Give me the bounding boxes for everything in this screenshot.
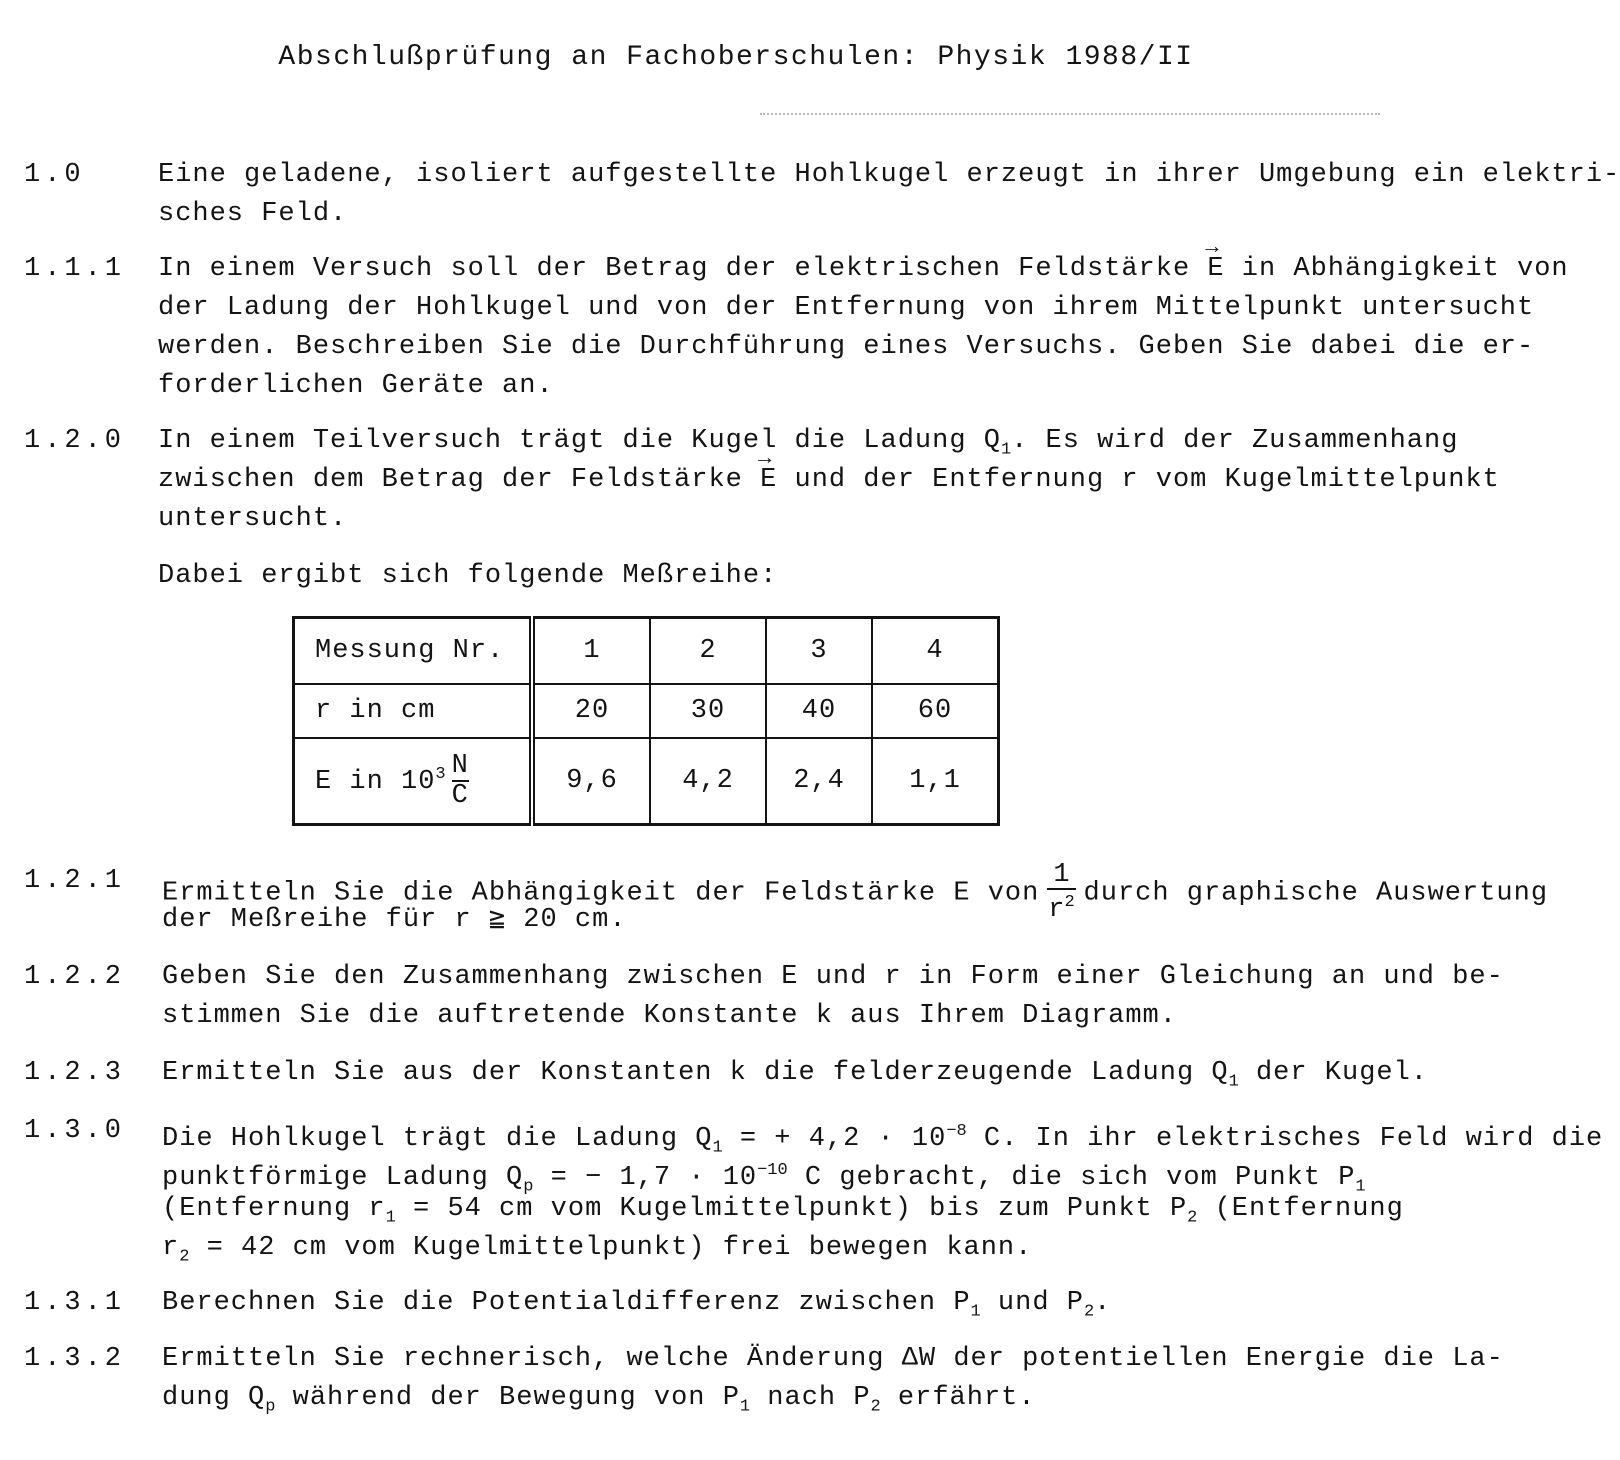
table-cell: 60 [872, 684, 999, 738]
page-title: Abschlußprüfung an Fachoberschulen: Physik 1988/II [278, 42, 1194, 73]
measurement-table [292, 616, 1000, 826]
section-number: 1.3.0 [24, 1116, 126, 1146]
text-line: $r_2 = 42$ cm vom Kugelmittelpunkt) frei bewegen kann. [162, 1233, 1033, 1267]
text-line: zwischen dem Betrag der Feldstärke → E und der Entfernung r vom Kugelmittelpunkt [158, 461, 1458, 500]
section-text [158, 422, 1500, 596]
table-cell: 3 [766, 618, 872, 685]
section-number: 1.3.1 [24, 1288, 126, 1318]
section-number: 1.3.2 [24, 1344, 126, 1374]
text-line: (Entfernung $r_1 = 54$ cm vom Kugelmittelpunkt) bis zum Punkt $P_2$ (Entfernung [162, 1194, 1404, 1228]
section-number: 1.2.1 [24, 866, 126, 896]
text-line: In einem Teilversuch trägt die Kugel die Ladung $Q_1$. Es wird der Zusammenhang [158, 426, 1459, 460]
section-text [162, 958, 1504, 1036]
table-cell: 2,4 [766, 738, 872, 825]
vector-e: → E [760, 461, 777, 500]
table-cell: 1,1 [872, 738, 999, 825]
text-line: Berechnen Sie die Potentialdifferenz zwischen $P_1$ und $P_2$. [162, 1288, 1112, 1322]
text-line: untersucht. [158, 504, 348, 534]
table-cell: 2 [650, 618, 766, 685]
text-line: Eine geladene, isoliert aufgestellte Hohlkugel erzeugt in ihrer Umgebung ein elektri- [158, 160, 1620, 190]
table-cell: 1 [532, 618, 650, 685]
table-cell: 4 [872, 618, 999, 685]
row-header: r in cm [294, 684, 533, 738]
unit-fraction: $\frac{N}{C}$ [451, 751, 469, 811]
table-cell: 30 [650, 684, 766, 738]
section-text [162, 1340, 1504, 1418]
text-line: Dabei ergibt sich folgende Meßreihe: [158, 561, 778, 591]
section-text [158, 156, 1620, 234]
section-text [162, 1112, 1604, 1268]
table-cell: 20 [532, 684, 650, 738]
text-line: forderlichen Geräte an. [158, 371, 554, 401]
table-row [294, 684, 999, 738]
table-cell: 40 [766, 684, 872, 738]
text-line: der Meßreihe für r ≧ 20 cm. [162, 905, 627, 935]
text-line: stimmen Sie die auftretende Konstante k aus Ihrem Diagramm. [162, 1001, 1177, 1031]
text-line: dung $Q_p$ während der Bewegung von $P_1$ nach $P_2$ erfährt. [162, 1383, 1036, 1417]
section-number: 1.2.3 [24, 1058, 126, 1088]
table-row [294, 738, 999, 825]
text-line: Geben Sie den Zusammenhang zwischen E und r in Form einer Gleichung an und be- [162, 962, 1504, 992]
table-cell: 4,2 [650, 738, 766, 825]
section-number: 1.1.1 [24, 254, 126, 284]
text-line: der Ladung der Hohlkugel und von der Entfernung von ihrem Mittelpunkt untersucht [158, 293, 1535, 323]
text-line: Ermitteln Sie rechnerisch, welche Änderung ΔW der potentiellen Energie die La- [162, 1344, 1504, 1374]
row-header: Messung Nr. [294, 618, 533, 685]
scan-noise-line [760, 113, 1380, 115]
text-line: sches Feld. [158, 199, 348, 229]
text-line: punktförmige Ladung $Q_p$ = − $1,7 \cdot 10^{-10}$ C gebracht, die sich vom Punkt $P_1$ [162, 1161, 1366, 1197]
section-number: 1.0 [24, 160, 85, 190]
section-text [162, 1054, 1462, 1093]
text-line: Ermitteln Sie die Abhängigkeit der Feldstärke E von $\frac{1}{r^2}$ durch graphische Auswertung [162, 860, 1549, 925]
section-text [162, 1284, 1462, 1323]
text-line: werden. Beschreiben Sie die Durchführung eines Versuchs. Geben Sie dabei die er- [158, 332, 1535, 362]
text-line: Die Hohlkugel trägt die Ladung $Q_1$ = + $4,2 \cdot 10^{-8}$ C. In ihr elektrisches Feld wird die [162, 1122, 1604, 1158]
fraction-one-over-r-squared: $\frac{1}{r^2}$ [1048, 860, 1075, 925]
section-number: 1.2.0 [24, 426, 126, 456]
text-line: Ermitteln Sie aus der Konstanten k die felderzeugende Ladung $Q_1$ der Kugel. [162, 1058, 1429, 1092]
row-header: E in $10^3$ $\frac{N}{C}$ [294, 738, 533, 825]
table-cell: 9,6 [532, 738, 650, 825]
text-line: In einem Versuch soll der Betrag der elektrischen Feldstärke → E in Abhängigkeit von [158, 250, 1458, 289]
vector-e: → E [1207, 250, 1224, 289]
section-text [158, 250, 1569, 406]
section-text [162, 860, 1549, 940]
section-number: 1.2.2 [24, 962, 126, 992]
table-row [294, 618, 999, 685]
